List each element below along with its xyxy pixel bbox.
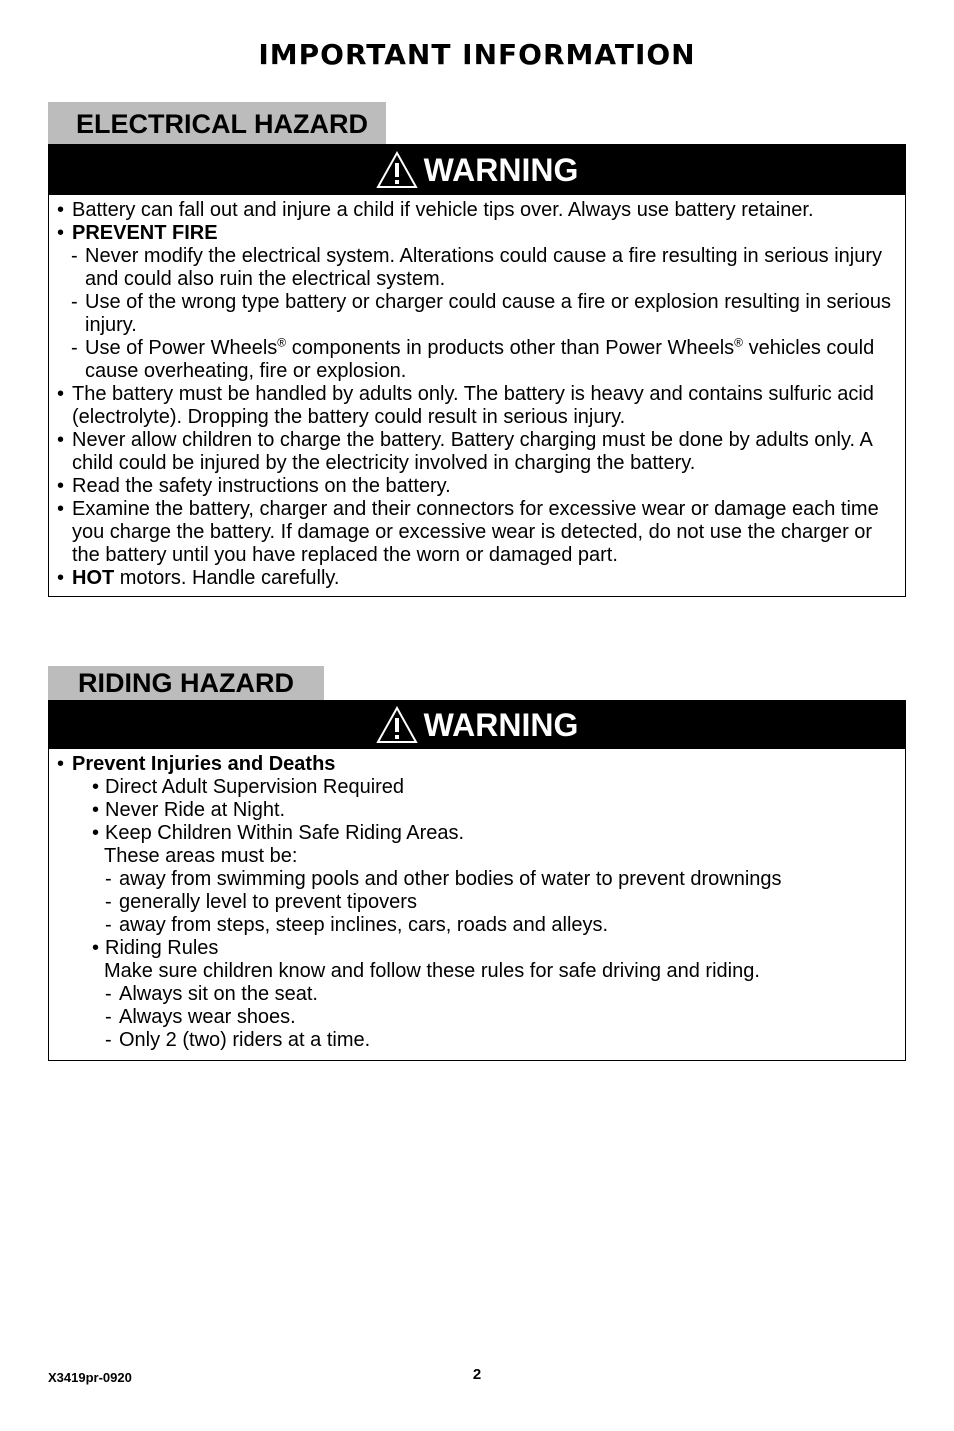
list-item — [57, 567, 895, 590]
sub-item-text: components in products other than Power Wheels — [286, 337, 735, 359]
list-item: • Never allow children to charge the battery. Battery charging must be done by adults only. A child could be injured by the electricity involved in charging the battery. — [57, 429, 895, 475]
sub-item: - Always sit on the seat. — [57, 983, 895, 1006]
list-item: • Keep Children Within Safe Riding Areas. — [57, 822, 895, 845]
sub-item: - generally level to prevent tipovers — [57, 891, 895, 914]
sub-item-text: Use of Power Wheels — [85, 337, 278, 359]
warning-triangle-icon — [376, 706, 418, 744]
electrical-warning-bar — [49, 145, 905, 195]
list-item: • Read the safety instructions on the battery. — [57, 475, 895, 498]
riding-hazard-section — [48, 666, 906, 1061]
list-item: • Battery can fall out and injure a child if vehicle tips over. Always use battery retainer. — [57, 199, 895, 222]
riding-warning-bar — [49, 701, 905, 749]
list-item — [57, 753, 895, 776]
prevent-fire-heading: PREVENT FIRE — [72, 222, 218, 244]
electrical-hazard-section — [48, 102, 906, 597]
registered-mark: ® — [734, 335, 744, 350]
sub-item: - Use of the wrong type battery or charger could cause a fire or explosion resulting in serious injury. — [57, 291, 895, 337]
hot-label: HOT — [72, 567, 115, 589]
electrical-hazard-tab: ELECTRICAL HAZARD — [48, 102, 386, 144]
warning-label: WARNING — [423, 706, 579, 743]
sub-item: - Always wear shoes. — [57, 1006, 895, 1029]
sub-item: - away from steps, steep inclines, cars, roads and alleys. — [57, 914, 895, 937]
warning-label: WARNING — [423, 151, 579, 188]
page-number: 2 — [472, 1366, 482, 1383]
list-item-text: These areas must be: — [104, 845, 298, 867]
registered-mark: ® — [277, 335, 287, 350]
list-item: • Riding Rules — [57, 937, 895, 960]
list-item-text: Make sure children know and follow these rules for safe driving and riding. — [104, 960, 760, 982]
sub-item: - away from swimming pools and other bodies of water to prevent drownings — [57, 868, 895, 891]
document-code: X3419pr-0920 — [48, 1370, 132, 1385]
sub-item: - Never modify the electrical system. Alterations could cause a fire resulting in serious injury and could also ruin the electrical system. — [57, 245, 895, 291]
list-item — [57, 222, 895, 245]
electrical-warning-content — [49, 195, 905, 596]
warning-triangle-icon — [376, 151, 418, 189]
sub-item — [57, 337, 895, 383]
riding-hazard-tab: RIDING HAZARD — [48, 666, 324, 700]
electrical-warning-box — [48, 144, 906, 597]
page-title: IMPORTANT INFORMATION — [258, 38, 696, 71]
riding-warning-content — [49, 749, 905, 1060]
list-item: • The battery must be handled by adults only. The battery is heavy and contains sulfuric acid (electrolyte). Dropping the battery could result in serious injury. — [57, 383, 895, 429]
sub-item-text: vehicles could cause overheating, fire or explosion. — [85, 337, 875, 382]
riding-warning-box — [48, 700, 906, 1061]
sub-item: - Only 2 (two) riders at a time. — [57, 1029, 895, 1052]
prevent-injuries-heading: Prevent Injuries and Deaths — [72, 753, 336, 775]
list-item: • Examine the battery, charger and their connectors for excessive wear or damage each time you charge the battery. If damage or excessive wear is detected, do not use the charger or the battery until you have replaced the worn or damaged part. — [57, 498, 895, 567]
list-item: • Never Ride at Night. — [57, 799, 895, 822]
list-item-text: motors. Handle carefully. — [114, 567, 340, 589]
list-item: • Direct Adult Supervision Required — [57, 776, 895, 799]
